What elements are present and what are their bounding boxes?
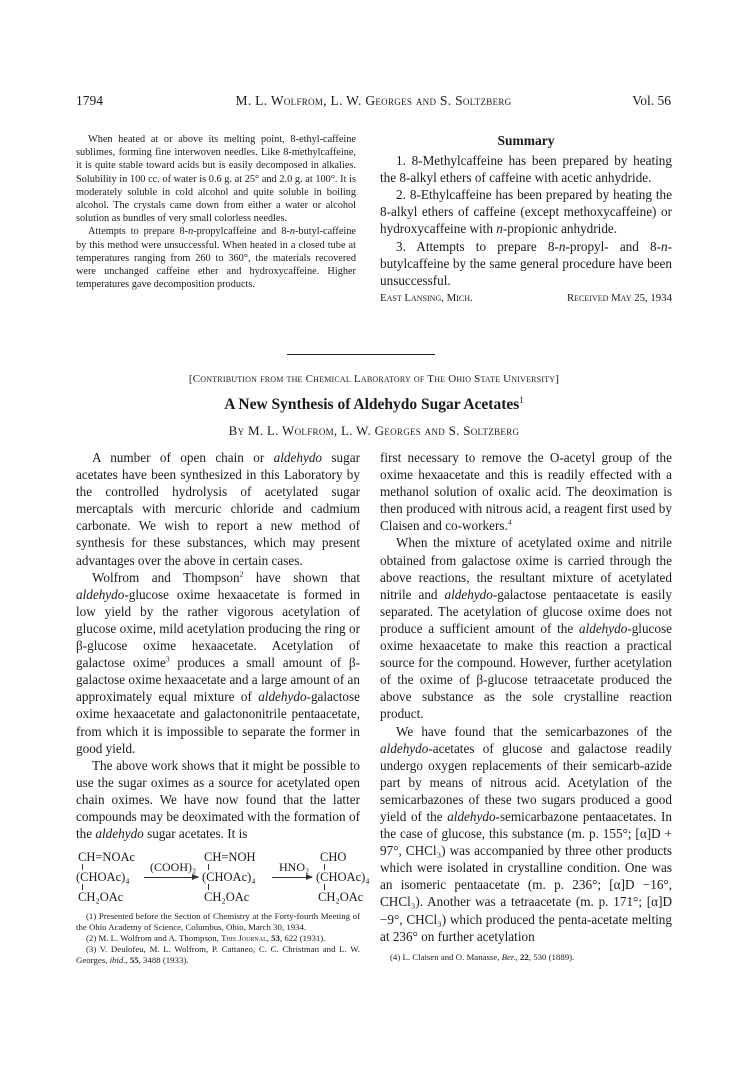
- right-column: [380, 449, 672, 963]
- reaction-arrow: [272, 877, 312, 878]
- text: -propylcaffeine and 8-: [193, 226, 290, 238]
- article-title: [76, 396, 672, 414]
- italic-text: n: [496, 221, 503, 237]
- paragraph: [76, 757, 360, 842]
- text: Attempts to prepare 8-: [88, 226, 189, 238]
- volume-number: 55: [129, 955, 139, 966]
- running-header: [76, 93, 671, 111]
- italic-text: n: [661, 238, 668, 254]
- footnote: (1) Presented before the Section of Chemistry at the Forty-fourth Meeting of the Ohio Academy of Science, Columbus, Ohio, March 30, 1934.: [76, 911, 360, 933]
- contribution-line: [Contribution from the Chemical Laboratory of The Ohio State University]: [188, 373, 560, 385]
- footnote: [76, 944, 360, 966]
- received-date: Received May 25, 1934: [566, 291, 672, 304]
- text: ,: [515, 951, 520, 962]
- summary-item: [380, 238, 672, 289]
- footnotes-right: [380, 952, 672, 963]
- summary-heading: Summary: [497, 133, 555, 148]
- text: ,: [125, 955, 130, 966]
- text: -galactose pentaacetate is easily separated. The acetylation of glucose oxime does not produce a sufficient amount of the: [380, 586, 672, 636]
- text: , 622 (1931).: [279, 933, 326, 944]
- text: , 530 (1889).: [528, 951, 575, 962]
- text: We have found that the semicarbazones of the: [396, 723, 672, 739]
- text: (4) L. Claisen and O. Manasse,: [390, 951, 502, 962]
- compound-1-bot: CH₂OAc: [78, 890, 124, 905]
- text: -galactose oxime hexaacetate and galactononitrile pentaacetate, from which it is impossible to separate the former in good yield.: [76, 689, 360, 756]
- journal-name: This Journal: [221, 933, 267, 944]
- running-title: M. L. Wolfrom, L. W. Georges and S. Soltzberg: [235, 93, 512, 108]
- compound-1-mid: (CHOAc)₄: [76, 870, 130, 885]
- text: -glucose oxime hexaacetate is formed in low yield by the rather vigorous acetylation of glucose oxime, mild acetylation producing the ring or β-glucose oxime hexaacetate. Acetylation of galactose oxime: [76, 586, 360, 671]
- text: When the mixture of acetylated oxime and nitrile obtained from galactose oxime is carried through the above reactions, the resultant mixture of acetylated nitrile and: [380, 535, 672, 602]
- text: The above work shows that it might be possible to use the sugar oximes as a source for acetylated open chain oximes. We have now found that the latter compounds may be deoximated with the formation of the: [76, 757, 360, 842]
- paragraph: [380, 723, 672, 945]
- compound-2-mid: (CHOAc)₄: [202, 870, 256, 885]
- text: -semicarbazone pentaacetates. In the case of glucose, this substance (m. p. 155°; [α]D + 97°, CHCl₃) was accompanied by three other products which were isolated in crystalline condition. One was an isomeric pentaacetate (m. p. 236°; [α]D −16°, CHCl₃). Another was a tetraacetate (m. p. 171°; [α]D −9°, CHCl₃) which produced the penta-acetate melting at 236° on further acetylation: [380, 808, 673, 944]
- dateline: [380, 290, 672, 307]
- reagent-oxalic-acid: (COOH)₂: [150, 860, 197, 875]
- previous-article-experimental: [76, 133, 356, 291]
- byline: By M. L. Wolfrom, L. W. Georges and S. Soltzberg: [228, 423, 520, 438]
- footnote: [76, 933, 360, 944]
- volume-number: 22: [520, 951, 529, 962]
- text: A number of open chain or: [92, 450, 274, 465]
- italic-text: aldehydo: [258, 689, 307, 705]
- compound-2-top: CH=NOH: [204, 850, 256, 865]
- summary-item: [380, 186, 672, 237]
- paragraph: [76, 569, 360, 757]
- reaction-scheme: [76, 849, 370, 905]
- paragraph: [380, 449, 672, 534]
- italic-text: ibid.: [109, 955, 126, 966]
- footnote-marker: 2: [239, 569, 244, 579]
- paragraph: [380, 534, 672, 722]
- reagent-nitrous-acid: HNO₂: [279, 860, 310, 875]
- footnote-marker: 3: [165, 654, 170, 664]
- italic-text: n: [558, 238, 566, 254]
- text: , 3488 (1933).: [138, 955, 189, 966]
- location: East Lansing, Mich.: [380, 291, 473, 304]
- text: 2. 8-Ethylcaffeine has been prepared by heating the 8-alkyl ethers of caffeine (except methoxycaffeine) or hydroxycaffeine with: [380, 187, 672, 237]
- footnote-marker: 1: [519, 394, 524, 405]
- paragraph: [76, 225, 356, 291]
- text: sugar acetates have been synthesized in this Laboratory by the controlled hydrolysis of acetylated sugar mercaptals with mercuric chloride and cadmium carbonate. We wish to report a new method of synthesis for these substances, which may present advantages over the above in certain cases.: [76, 450, 360, 568]
- reaction-arrow: [144, 877, 198, 878]
- paragraph: When heated at or above its melting point, 8-ethyl-caffeine sublimes, forming fine interwoven needles. Like 8-methylcaffeine, it is quite stable toward acids but is easily decomposed in alkalies. Solubility in 100 cc. of water is 0.6 g. at 25° and 2.0 g. at 100°. It is moderately soluble in cold alcohol and quite soluble in boiling alcohol. The crystals came down from either a water or alcohol solution as bundles of very small colorless needles.: [76, 134, 356, 225]
- summary-item: 1. 8-Methylcaffeine has been prepared by heating the 8-alkyl ethers of caffeine with acetic anhydride.: [380, 153, 672, 186]
- footnote-marker: 4: [507, 517, 512, 527]
- italic-text: aldehydo: [380, 740, 429, 756]
- volume-label: Vol. 56: [632, 93, 671, 108]
- text: -acetates of glucose and galactose readily undergo oxygen replacements of their semicarb-azide part by means of nitrous acid. Acetylation of the semicarbazones of these two sugars produced a good yield of the: [380, 740, 672, 824]
- left-column: [76, 449, 370, 966]
- volume-number: 53: [271, 933, 280, 944]
- compound-3-mid: (CHOAc)₄: [316, 870, 370, 885]
- footnotes-left: [76, 911, 360, 966]
- compound-2-bot: CH₂OAc: [204, 890, 250, 905]
- italic-text: aldehydo: [578, 620, 628, 636]
- compound-3-bot: CH₂OAc: [318, 890, 364, 905]
- italic-text: aldehydo: [76, 586, 125, 602]
- compound-1-top: CH=NOAc: [78, 850, 136, 865]
- text: -butyl-caffeine by this method were unsuccessful. When heated in a closed tube at temperatures ranging from 260 to 360°, the materials recovered were unchanged caffeine ether and hydroxycaffeine. Higher temperatures gave decomposition products.: [76, 226, 356, 291]
- text: Wolfrom and Thompson: [92, 569, 240, 585]
- italic-text: aldehydo: [95, 826, 144, 842]
- compound-3-top: CHO: [320, 850, 347, 865]
- summary-section: [380, 132, 672, 307]
- text: 3. Attempts to prepare 8-: [396, 238, 559, 254]
- italic-text: n: [188, 226, 194, 238]
- italic-text: aldehydo: [447, 808, 496, 824]
- text: -butylcaffeine by the same general procedure have been unsuccessful.: [380, 238, 672, 288]
- text: (2) M. L. Wolfrom and A. Thompson,: [86, 933, 222, 944]
- title-text: A New Synthesis of Aldehydo Sugar Acetates: [224, 396, 520, 413]
- text: sugar acetates. It is: [143, 826, 248, 842]
- italic-text: aldehydo: [273, 450, 323, 465]
- page-number: 1794: [76, 93, 103, 108]
- paragraph: [76, 449, 360, 569]
- text: produces a small amount of β-galactose oxime hexaacetate and a large amount of an approximately equal mixture of: [76, 655, 361, 705]
- text: have shown that: [243, 569, 361, 585]
- section-divider: [287, 354, 435, 355]
- text: (3) V. Deulofeu, M. L. Wolfrom, P. Cattaneo, C. C. Christman and L. W. Georges,: [76, 944, 360, 966]
- text: first necessary to remove the O-acetyl group of the oxime hexaacetate and this is readily effected with a methanol solution of oxalic acid. The deoximation is then produced with nitrous acid, a reagent first used by Claisen and co-workers.: [380, 450, 672, 534]
- italic-text: Ber.: [501, 951, 516, 962]
- text: ,: [266, 933, 272, 944]
- text: -glucose oxime hexaacetate to make this reaction a practical source for the compound. However, further acetylation of the oxime of β-glucose tetraacetate produced the above substance as the sole crystalline reaction product.: [380, 620, 672, 722]
- italic-text: n: [289, 226, 295, 238]
- text: -propionic anhydride.: [502, 221, 618, 237]
- text: -propyl- and 8-: [565, 238, 661, 254]
- italic-text: aldehydo: [444, 586, 493, 602]
